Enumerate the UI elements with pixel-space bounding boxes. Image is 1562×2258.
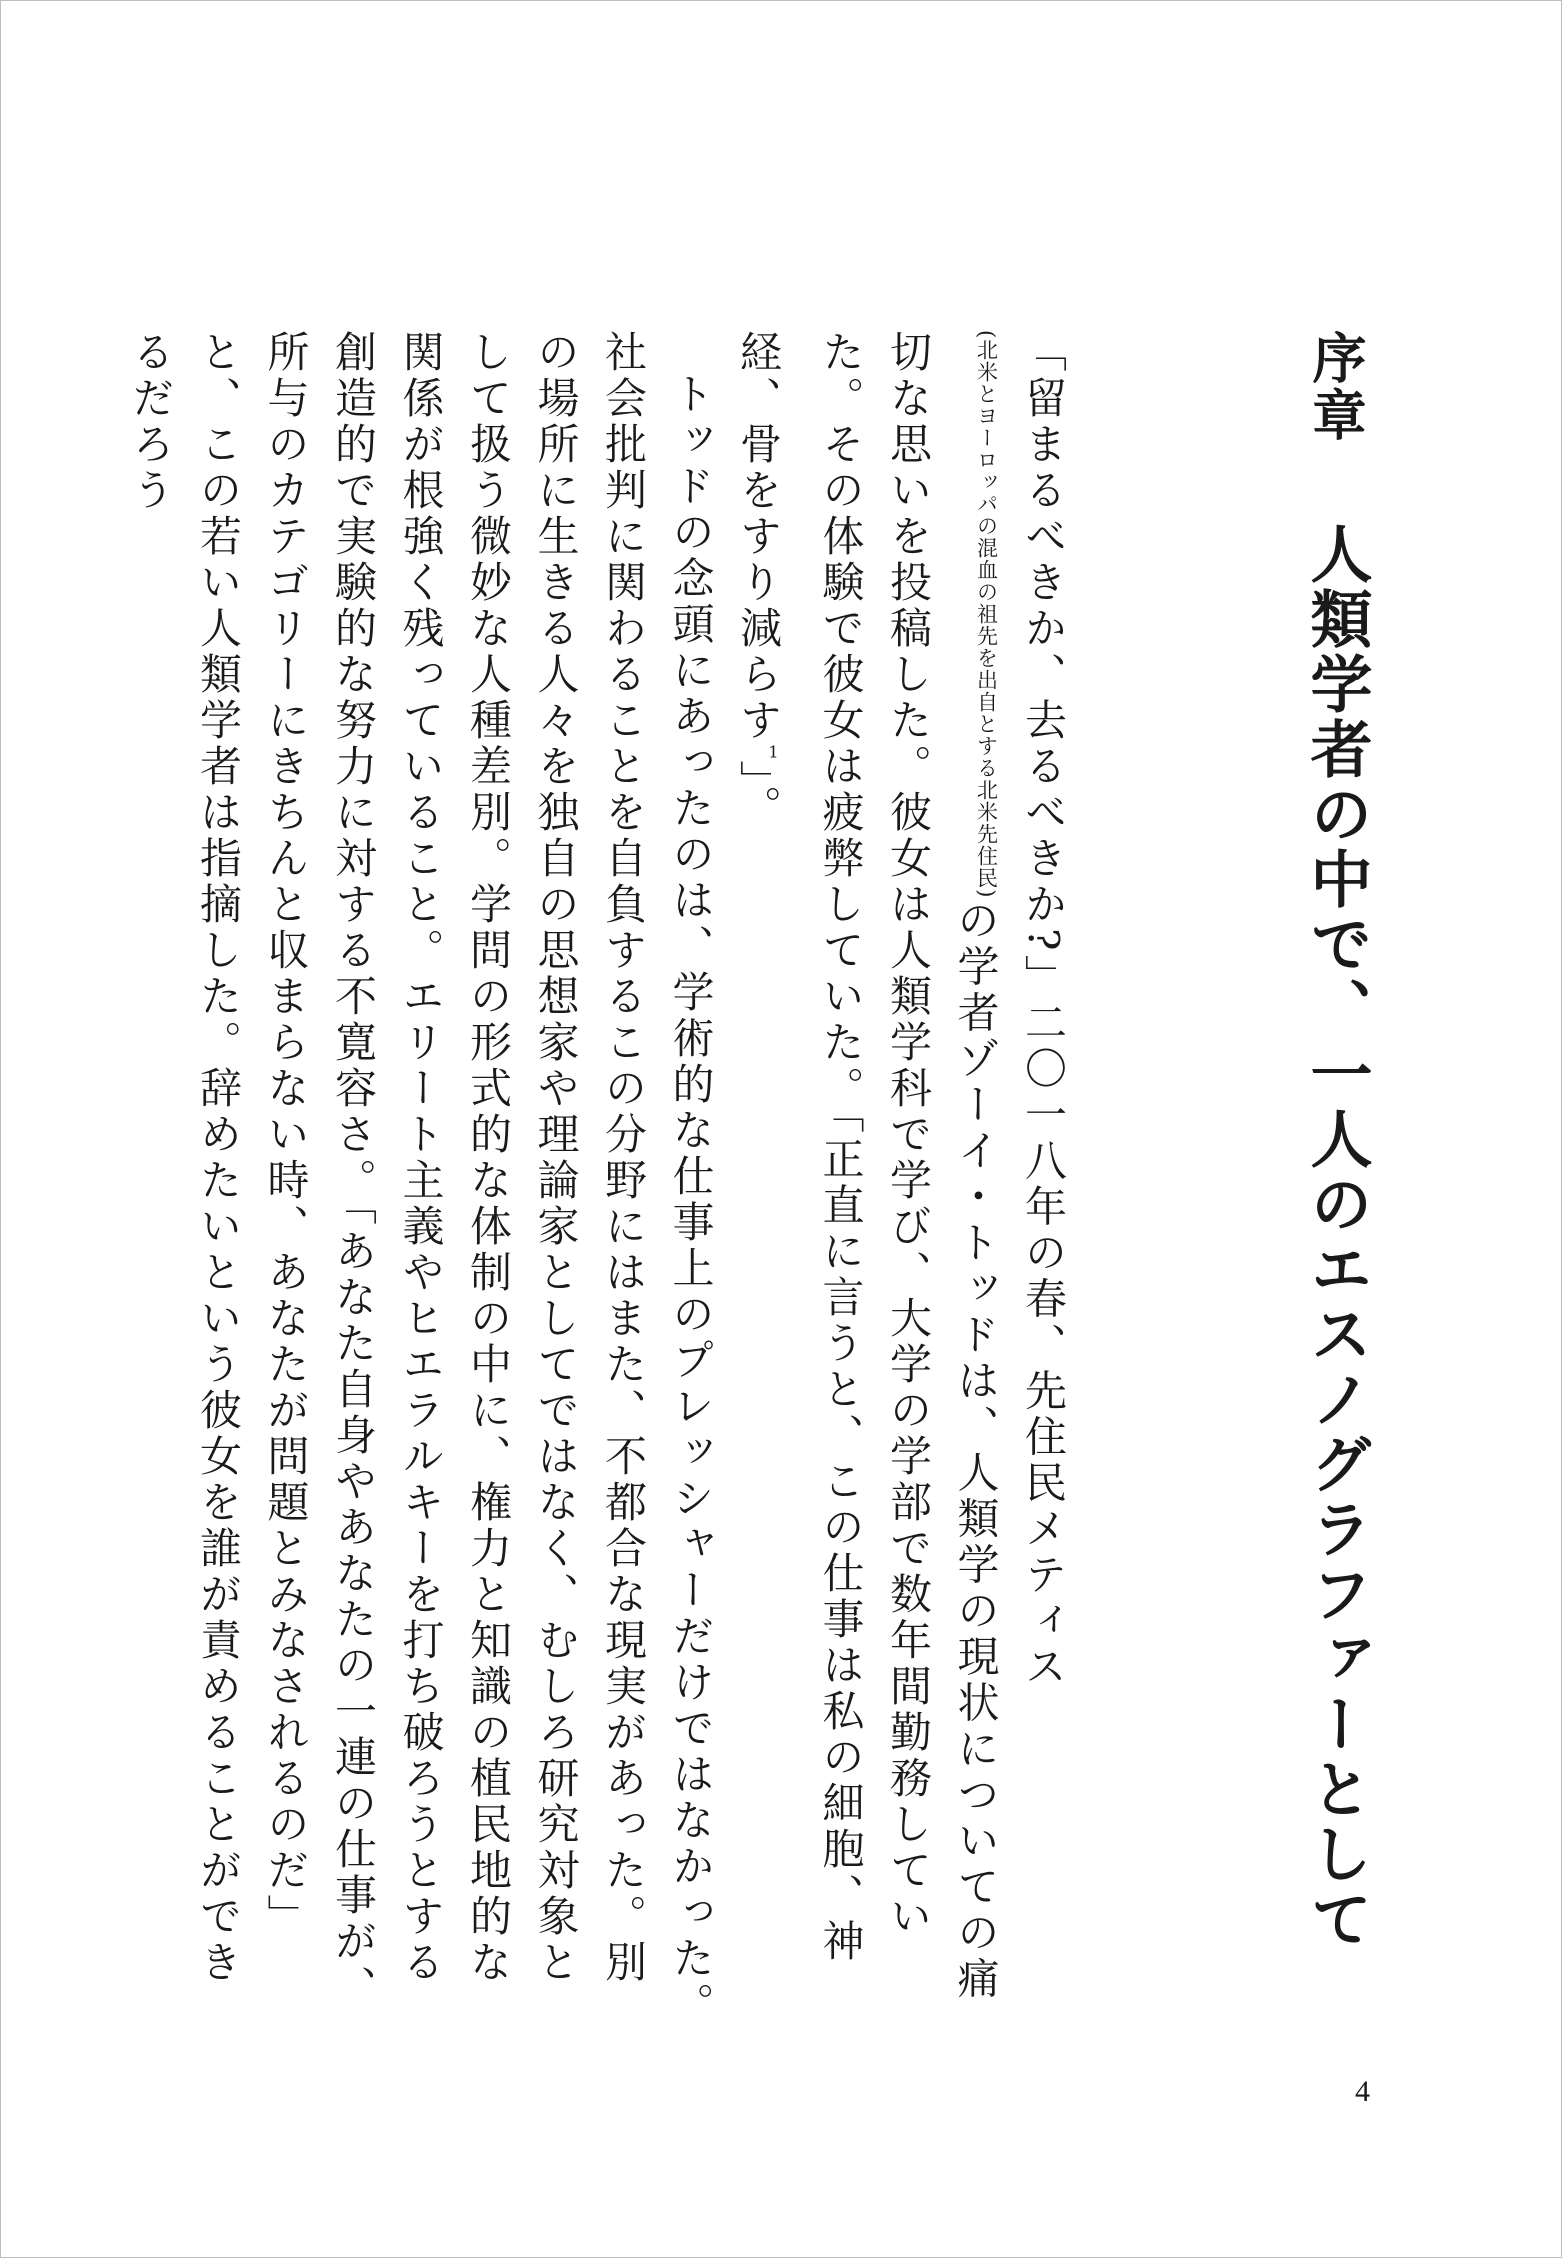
paragraph-1-text-b: の学者ゾーイ・トッドは、人類学の現状についての痛切な思いを投稿した。彼女は人類学科で学び、大学の学部で数年間勤務していた。その体験で彼女は疲弊していた。「正直に言うと、この仕事は私の細胞、神経、骨をすり減らす [734, 330, 1001, 2003]
footnote-ref: 1 [768, 744, 779, 760]
chapter-heading [1300, 330, 1373, 1952]
paragraph-1-text-a: 「留まるべきか、去るべきか?」二〇一八年の春、先住民メティス [1019, 330, 1068, 1691]
inline-note: (北米とヨーロッパの混血の祖先を出自とする北米先住民) [974, 330, 999, 899]
paragraph-1-text-c: 」。 [734, 760, 783, 831]
chapter-label: 序章 [1304, 330, 1368, 444]
paragraph-2: トッドの念頭にあったのは、学術的な仕事上のプレッシャーだけではなかった。社会批判に関わることを自負するこの分野にはまた、不都合な現実があった。別の場所に生きる人々を独自の思想家や理論家としてではなく、むしろ研究対象として扱う微妙な人種差別。学問の形式的な体制の中に、権力と知識の植民地的な関係が根強く残っていること。エリート主義やヒエラルキーを打ち破ろうとする創造的で実験的な努力に対する不寛容さ。「あなた自身やあなたの一連の仕事が、所与のカテゴリーにきちんと収まらない時、あなたが問題とみなされるのだ」と、この若い人類学者は指摘した。辞めたいという彼女を誰が責めることができるだろう [126, 330, 716, 2028]
body-text [117, 330, 1077, 2030]
paragraph-1 [725, 330, 1078, 2030]
page-number: 4 [1355, 2075, 1370, 2108]
chapter-title: 人類学者の中で、一人のエスノグラファーとして [1300, 522, 1373, 1952]
